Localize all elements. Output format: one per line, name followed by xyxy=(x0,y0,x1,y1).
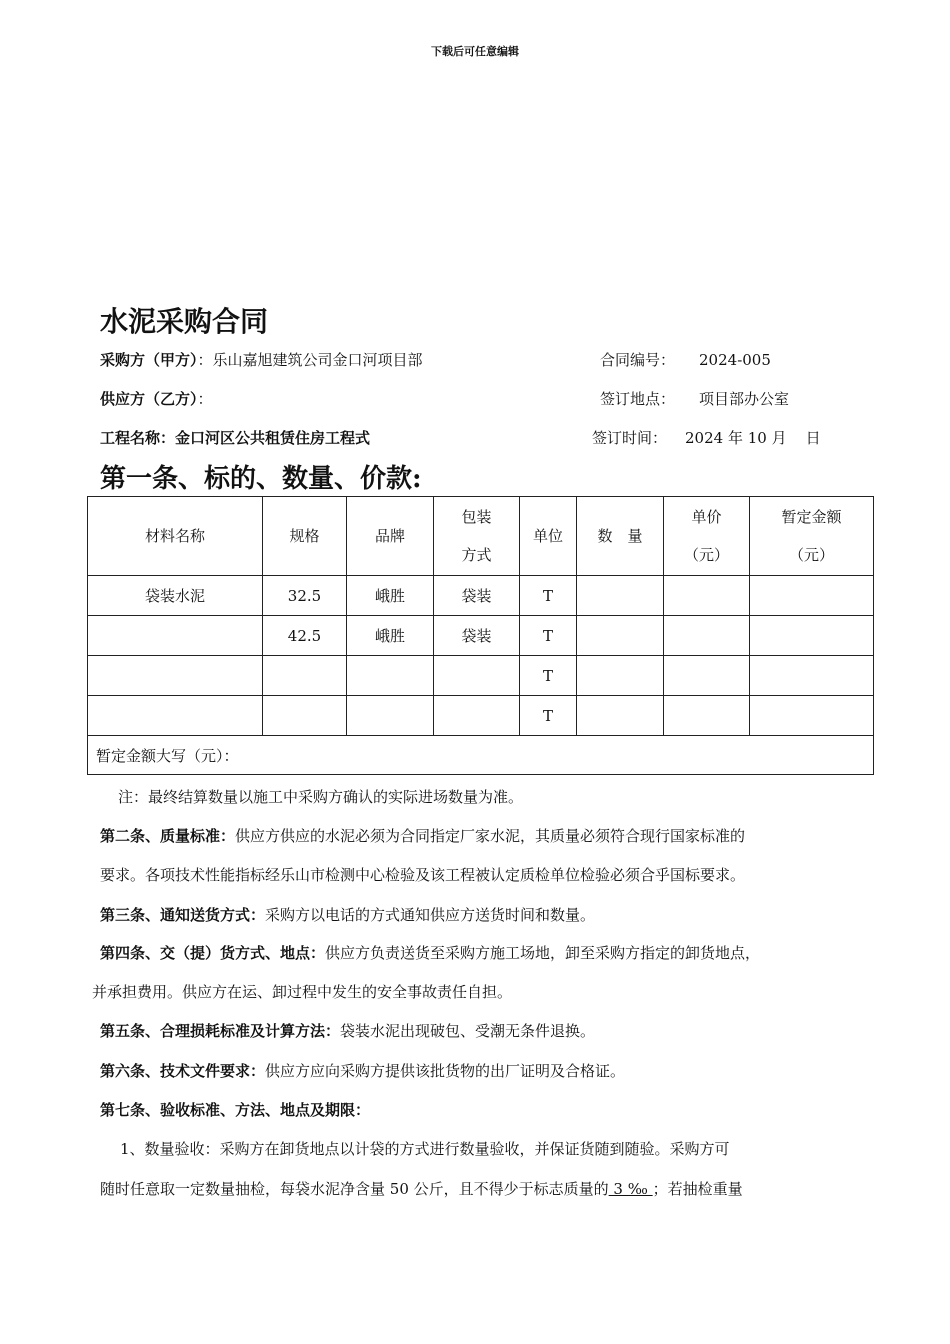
article-6-text: 供应方应向采购方提供该批货物的出厂证明及合格证。 xyxy=(265,1062,626,1080)
cell xyxy=(664,616,750,656)
cell xyxy=(263,656,347,696)
cell: 32.5 xyxy=(263,576,347,616)
cell: T xyxy=(520,696,577,736)
col-amount-line2: （元） xyxy=(788,546,834,564)
sign-time-value: 2024 年 10 月 日 xyxy=(685,429,821,447)
article-7-title: 第七条、验收标准、方法、地点及期限： xyxy=(100,1101,371,1119)
article-7-para-1: 1、数量验收：采购方在卸货地点以计袋的方式进行数量验收，并保证货随到随验。采购方可 xyxy=(120,1140,730,1158)
article-6 xyxy=(100,1060,870,1081)
sign-time-line xyxy=(592,427,821,448)
buyer-line xyxy=(100,349,423,370)
cell xyxy=(750,656,874,696)
col-spec: 规格 xyxy=(263,497,347,576)
cell xyxy=(577,576,664,616)
contract-no-label: 合同编号： xyxy=(600,351,676,369)
cell: 袋装 xyxy=(434,616,520,656)
table-total-row xyxy=(88,736,874,775)
article-4-text: 供应方负责送货至采购方施工场地，卸至采购方指定的卸货地点， xyxy=(325,944,761,962)
cell xyxy=(88,616,263,656)
sign-place-label: 签订地点： xyxy=(600,390,676,408)
article-7-percent: 3 ‰ xyxy=(608,1180,653,1198)
cell: T xyxy=(520,576,577,616)
sign-place-line xyxy=(600,388,789,409)
col-quantity: 数 量 xyxy=(577,497,664,576)
cell xyxy=(347,656,434,696)
article-2-title: 第二条、质量标准： xyxy=(100,827,236,845)
article-2-cont: 要求。各项技术性能指标经乐山市检测中心检验及该工程被认定质检单位检验必须合乎国标要求。 xyxy=(100,866,746,884)
table-header-row xyxy=(88,497,874,576)
cell xyxy=(577,696,664,736)
article-6-title: 第六条、技术文件要求： xyxy=(100,1062,266,1080)
cell xyxy=(750,576,874,616)
article-4-title: 第四条、交（提）货方式、地点： xyxy=(100,944,326,962)
supplier-line xyxy=(100,388,213,409)
project-value: 金口河区公共租赁住房工程式 xyxy=(175,429,371,447)
cell xyxy=(263,696,347,736)
cell xyxy=(750,616,874,656)
cell xyxy=(664,576,750,616)
buyer-label: 采购方（甲方） xyxy=(100,351,198,369)
article-5 xyxy=(100,1020,870,1041)
cell: 峨胜 xyxy=(347,616,434,656)
col-packaging-line1: 包装 xyxy=(461,508,492,526)
cell: T xyxy=(520,656,577,696)
materials-table xyxy=(87,496,874,775)
article-2 xyxy=(100,825,870,846)
col-amount-line1: 暂定金额 xyxy=(781,508,842,526)
supplier-value: ： xyxy=(197,390,213,408)
article-7-para-2a: 随时任意取一定数量抽检，每袋水泥净含量 50 公斤，且不得少于标志质量的 xyxy=(100,1180,609,1198)
document-title: 水泥采购合同 xyxy=(100,305,269,338)
article-2-text: 供应方供应的水泥必须为合同指定厂家水泥，其质量必须符合现行国家标准的 xyxy=(235,827,746,845)
table-row xyxy=(88,616,874,656)
col-unit: 单位 xyxy=(520,497,577,576)
article-4-cont: 并承担费用。供应方在运、卸过程中发生的安全事故责任自担。 xyxy=(92,983,513,1001)
cell xyxy=(347,696,434,736)
note: 注：最终结算数量以施工中采购方确认的实际进场数量为准。 xyxy=(118,788,524,806)
sign-place-value: 项目部办公室 xyxy=(699,390,790,408)
cell xyxy=(664,656,750,696)
article-7-para-2b: ；若抽检重量 xyxy=(652,1180,743,1198)
total-amount-label: 暂定金额大写（元）： xyxy=(88,736,874,775)
cell: 袋装水泥 xyxy=(88,576,263,616)
table-row xyxy=(88,696,874,736)
col-unit-price-line1: 单价 xyxy=(691,508,722,526)
cell: 42.5 xyxy=(263,616,347,656)
cell xyxy=(88,656,263,696)
cell xyxy=(88,696,263,736)
supplier-label: 供应方（乙方） xyxy=(100,390,198,408)
col-amount xyxy=(750,497,874,576)
cell xyxy=(434,696,520,736)
col-brand: 品牌 xyxy=(347,497,434,576)
table-row xyxy=(88,576,874,616)
sign-time-label: 签订时间： xyxy=(592,429,668,447)
col-material-name: 材料名称 xyxy=(88,497,263,576)
article-5-title: 第五条、合理损耗标准及计算方法： xyxy=(100,1022,341,1040)
article-3-text: 采购方以电话的方式通知供应方送货时间和数量。 xyxy=(265,906,596,924)
contract-no-line xyxy=(600,349,771,370)
article-4 xyxy=(100,942,870,963)
contract-no-value: 2024-005 xyxy=(699,351,771,369)
page-header: 下载后可任意编辑 xyxy=(431,45,519,58)
col-unit-price xyxy=(664,497,750,576)
cell xyxy=(577,656,664,696)
cell xyxy=(434,656,520,696)
section-1-title: 第一条、标的、数量、价款: xyxy=(100,464,422,494)
cell xyxy=(664,696,750,736)
cell: T xyxy=(520,616,577,656)
article-7-para-2 xyxy=(100,1178,870,1199)
col-packaging xyxy=(434,497,520,576)
project-line xyxy=(100,427,370,448)
article-3-title: 第三条、通知送货方式： xyxy=(100,906,266,924)
cell: 袋装 xyxy=(434,576,520,616)
cell: 峨胜 xyxy=(347,576,434,616)
cell xyxy=(577,616,664,656)
table-row xyxy=(88,656,874,696)
article-3 xyxy=(100,904,870,925)
project-label: 工程名称： xyxy=(100,429,176,447)
article-5-text: 袋装水泥出现破包、受潮无条件退换。 xyxy=(340,1022,596,1040)
buyer-value: ：乐山嘉旭建筑公司金口河项目部 xyxy=(197,351,423,369)
col-packaging-line2: 方式 xyxy=(461,546,492,564)
cell xyxy=(750,696,874,736)
col-unit-price-line2: （元） xyxy=(683,546,729,564)
